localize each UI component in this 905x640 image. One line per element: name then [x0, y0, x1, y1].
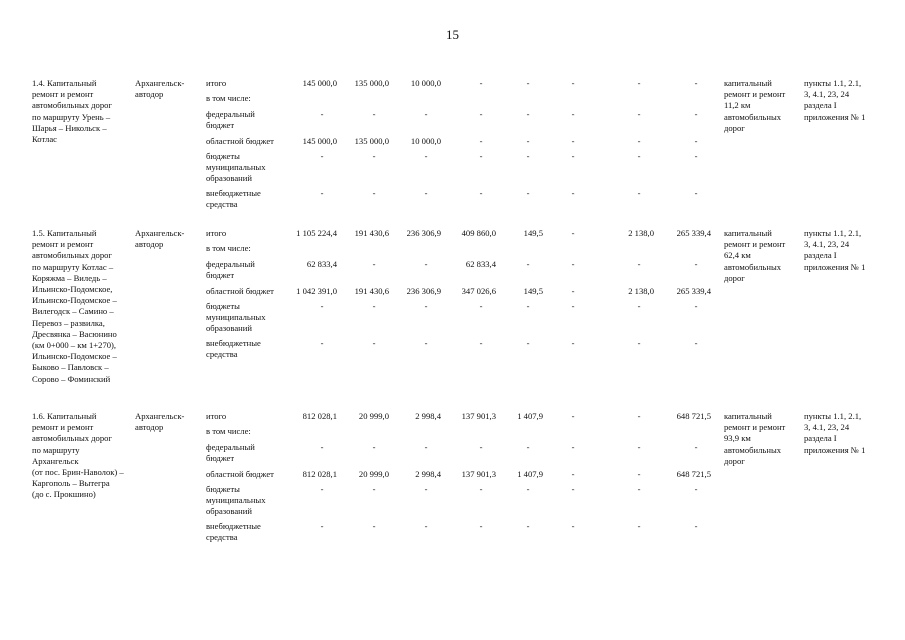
funding-source-label: средства: [206, 349, 238, 360]
funding-source-label: бюджет: [206, 453, 235, 464]
funding-value-cell: -: [424, 188, 428, 198]
funding-value-cell: -: [526, 136, 530, 146]
funding-source-label: итого: [206, 78, 227, 88]
funding-source-label: средства: [206, 199, 238, 210]
funding-value-cell: -: [320, 442, 324, 452]
project-name: Быково – Павловск –: [32, 362, 109, 373]
funding-value-cell: 1 042 391,0: [296, 286, 337, 296]
funding-value-cell: -: [694, 338, 698, 348]
funding-value-cell: -: [320, 484, 324, 494]
funding-value-cell: -: [424, 259, 428, 269]
project-name: Каргополь – Вытегра: [32, 478, 110, 489]
funding-value-cell: 812 028,1: [302, 411, 337, 421]
funding-value-cell: 135 000,0: [354, 78, 389, 88]
project-name: 1.4. Капитальный: [32, 78, 97, 88]
funding-source-label: средства: [206, 532, 238, 543]
executor-name: автодор: [135, 89, 164, 100]
project-name: автомобильных дорог: [32, 250, 112, 261]
expected-result: дорог: [724, 122, 745, 133]
funding-value-cell: -: [479, 78, 483, 88]
funding-value-cell: 137 901,3: [461, 411, 496, 421]
funding-source-label: бюджеты: [206, 301, 240, 311]
reference-items: 3, 4.1, 23, 24: [804, 422, 850, 433]
project-name: Вилегодск – Самино –: [32, 306, 114, 317]
funding-value-cell: -: [637, 188, 641, 198]
funding-value-cell: -: [479, 136, 483, 146]
funding-value-cell: -: [571, 286, 575, 296]
funding-value-cell: -: [694, 259, 698, 269]
reference-items: приложения № 1: [804, 444, 866, 455]
funding-value-cell: -: [424, 442, 428, 452]
funding-value-cell: 265 339,4: [676, 286, 711, 296]
funding-value-cell: 812 028,1: [302, 469, 337, 479]
funding-value-cell: -: [571, 188, 575, 198]
funding-value-cell: 1 105 224,4: [296, 228, 337, 238]
expected-result: ремонт и ремонт: [724, 239, 786, 250]
funding-value-cell: -: [372, 259, 376, 269]
funding-source-label: образований: [206, 173, 252, 184]
funding-source-label: бюджет: [206, 120, 235, 131]
funding-value-cell: -: [479, 521, 483, 531]
funding-value-cell: 20 999,0: [358, 411, 389, 421]
page-number: 15: [446, 27, 459, 42]
expected-result: автомобильных: [724, 111, 782, 122]
expected-result: 62,4 км: [724, 250, 751, 261]
funding-source-label: в том числе:: [206, 243, 251, 253]
funding-value-cell: -: [694, 442, 698, 452]
expected-result: 11,2 км: [724, 100, 751, 111]
project-name: Коряжма – Виледь –: [32, 272, 107, 283]
funding-value-cell: 191 430,6: [354, 286, 389, 296]
funding-source-label: федеральный: [206, 259, 255, 269]
funding-value-cell: 648 721,5: [676, 469, 711, 479]
project-name: Сорово – Фоминский: [32, 373, 111, 384]
funding-source-label: областной бюджет: [206, 469, 274, 479]
reference-items: приложения № 1: [804, 261, 866, 272]
funding-value-cell: 149,5: [523, 228, 543, 238]
expected-result: 93,9 км: [724, 433, 751, 444]
reference-items: раздела I: [804, 100, 837, 111]
funding-value-cell: -: [424, 338, 428, 348]
expected-result: дорог: [724, 272, 745, 283]
funding-value-cell: -: [637, 442, 641, 452]
funding-value-cell: 2 998,4: [415, 411, 441, 421]
funding-source-label: образований: [206, 323, 252, 334]
expected-result: автомобильных: [724, 261, 782, 272]
reference-items: пункты 1.1, 2.1,: [804, 78, 862, 88]
reference-items: 3, 4.1, 23, 24: [804, 239, 850, 250]
project-name: ремонт и ремонт: [32, 239, 94, 250]
funding-value-cell: -: [571, 411, 575, 421]
funding-value-cell: -: [479, 442, 483, 452]
funding-value-cell: 409 860,0: [461, 228, 496, 238]
funding-value-cell: -: [372, 301, 376, 311]
project-name: Шарья – Никольск –: [32, 122, 107, 133]
funding-value-cell: -: [571, 301, 575, 311]
executor-name: Архангельск-: [135, 411, 185, 421]
funding-value-cell: 135 000,0: [354, 136, 389, 146]
funding-value-cell: 236 306,9: [406, 228, 441, 238]
funding-value-cell: -: [637, 469, 641, 479]
funding-value-cell: 236 306,9: [406, 286, 441, 296]
funding-value-cell: -: [637, 151, 641, 161]
expected-result: автомобильных: [724, 444, 782, 455]
project-name: Архангельск: [32, 455, 79, 466]
funding-value-cell: -: [694, 301, 698, 311]
funding-value-cell: -: [320, 301, 324, 311]
funding-value-cell: -: [424, 109, 428, 119]
funding-value-cell: -: [372, 338, 376, 348]
funding-value-cell: 20 999,0: [358, 469, 389, 479]
project-name: Ильинско-Подомское,: [32, 284, 113, 294]
expected-result: капитальный: [724, 78, 772, 88]
funding-value-cell: -: [320, 151, 324, 161]
project-name: Ильинско-Подомское –: [32, 295, 117, 306]
funding-source-label: в том числе:: [206, 93, 251, 103]
funding-source-label: в том числе:: [206, 426, 251, 436]
funding-source-label: бюджеты: [206, 484, 240, 494]
expected-result: ремонт и ремонт: [724, 422, 786, 433]
project-name: по маршруту: [32, 444, 80, 455]
funding-value-cell: -: [372, 442, 376, 452]
funding-value-cell: -: [479, 301, 483, 311]
funding-source-label: муниципальных: [206, 162, 266, 173]
funding-value-cell: -: [571, 78, 575, 88]
funding-value-cell: -: [637, 301, 641, 311]
funding-value-cell: -: [571, 136, 575, 146]
funding-value-cell: -: [571, 259, 575, 269]
funding-value-cell: 62 833,4: [306, 259, 337, 269]
funding-value-cell: -: [571, 521, 575, 531]
funding-value-cell: 191 430,6: [354, 228, 389, 238]
reference-items: пункты 1.1, 2.1,: [804, 228, 862, 238]
funding-value-cell: -: [372, 109, 376, 119]
reference-items: раздела I: [804, 433, 837, 444]
funding-value-cell: -: [694, 78, 698, 88]
funding-value-cell: -: [637, 136, 641, 146]
project-name: автомобильных дорог: [32, 433, 112, 444]
funding-value-cell: -: [372, 188, 376, 198]
reference-items: 3, 4.1, 23, 24: [804, 89, 850, 100]
funding-value-cell: -: [694, 136, 698, 146]
funding-value-cell: -: [526, 188, 530, 198]
funding-value-cell: -: [479, 151, 483, 161]
funding-value-cell: -: [320, 109, 324, 119]
funding-value-cell: 2 138,0: [628, 286, 654, 296]
funding-value-cell: -: [571, 228, 575, 238]
project-name: Ильинско-Подомское –: [32, 351, 117, 362]
funding-value-cell: -: [320, 188, 324, 198]
project-name: автомобильных дорог: [32, 100, 112, 111]
funding-source-label: итого: [206, 228, 227, 238]
executor-name: Архангельск-: [135, 228, 185, 238]
funding-source-label: бюджеты: [206, 151, 240, 161]
funding-source-label: образований: [206, 506, 252, 517]
reference-items: приложения № 1: [804, 111, 866, 122]
project-name: Перевоз – развилка,: [32, 317, 105, 328]
funding-value-cell: -: [526, 338, 530, 348]
funding-value-cell: -: [637, 521, 641, 531]
funding-value-cell: -: [526, 78, 530, 88]
funding-value-cell: -: [637, 109, 641, 119]
funding-value-cell: -: [320, 338, 324, 348]
funding-source-label: итого: [206, 411, 227, 421]
project-name: ремонт и ремонт: [32, 89, 94, 100]
funding-value-cell: -: [694, 188, 698, 198]
project-name: 1.6. Капитальный: [32, 411, 97, 421]
reference-items: раздела I: [804, 250, 837, 261]
funding-source-label: областной бюджет: [206, 286, 274, 296]
funding-value-cell: 2 998,4: [415, 469, 441, 479]
funding-value-cell: 137 901,3: [461, 469, 496, 479]
reference-items: пункты 1.1, 2.1,: [804, 411, 862, 421]
funding-value-cell: -: [526, 442, 530, 452]
funding-value-cell: 149,5: [523, 286, 543, 296]
funding-value-cell: -: [424, 151, 428, 161]
funding-value-cell: -: [479, 484, 483, 494]
funding-value-cell: 145 000,0: [302, 78, 337, 88]
funding-source-label: федеральный: [206, 442, 255, 452]
funding-value-cell: -: [694, 151, 698, 161]
funding-value-cell: -: [571, 338, 575, 348]
funding-value-cell: 10 000,0: [410, 78, 441, 88]
funding-value-cell: -: [479, 338, 483, 348]
funding-value-cell: 347 026,6: [461, 286, 496, 296]
funding-value-cell: -: [526, 151, 530, 161]
funding-value-cell: 648 721,5: [676, 411, 711, 421]
project-name: (от пос. Брин-Наволок) –: [32, 467, 124, 477]
funding-value-cell: -: [526, 521, 530, 531]
funding-value-cell: -: [637, 338, 641, 348]
funding-value-cell: -: [526, 259, 530, 269]
funding-source-label: внебюджетные: [206, 188, 261, 198]
funding-value-cell: -: [479, 188, 483, 198]
project-name: (до с. Прокшино): [32, 489, 96, 500]
funding-value-cell: -: [571, 151, 575, 161]
funding-value-cell: 62 833,4: [465, 259, 496, 269]
funding-source-label: внебюджетные: [206, 338, 261, 348]
funding-value-cell: -: [571, 484, 575, 494]
funding-source-label: бюджет: [206, 270, 235, 281]
executor-name: автодор: [135, 422, 164, 433]
expected-result: капитальный: [724, 228, 772, 238]
funding-value-cell: -: [571, 109, 575, 119]
project-name: по маршруту Урень –: [32, 111, 111, 122]
funding-value-cell: 1 407,9: [517, 411, 543, 421]
funding-value-cell: -: [372, 521, 376, 531]
funding-value-cell: -: [637, 259, 641, 269]
funding-value-cell: 265 339,4: [676, 228, 711, 238]
expected-result: дорог: [724, 455, 745, 466]
funding-value-cell: -: [637, 78, 641, 88]
funding-value-cell: -: [372, 484, 376, 494]
expected-result: ремонт и ремонт: [724, 89, 786, 100]
funding-source-label: муниципальных: [206, 312, 266, 323]
executor-name: Архангельск-: [135, 78, 185, 88]
project-name: (км 0+000 – км 1+270),: [32, 340, 117, 350]
funding-value-cell: -: [571, 469, 575, 479]
executor-name: автодор: [135, 239, 164, 250]
funding-value-cell: 2 138,0: [628, 228, 654, 238]
funding-source-label: федеральный: [206, 109, 255, 119]
funding-value-cell: 1 407,9: [517, 469, 543, 479]
project-name: Котлас: [32, 134, 57, 144]
project-name: по маршруту Котлас –: [32, 261, 114, 272]
expected-result: капитальный: [724, 411, 772, 421]
funding-value-cell: 10 000,0: [410, 136, 441, 146]
funding-value-cell: -: [694, 521, 698, 531]
funding-value-cell: -: [571, 442, 575, 452]
funding-value-cell: 145 000,0: [302, 136, 337, 146]
funding-value-cell: -: [526, 484, 530, 494]
project-name: 1.5. Капитальный: [32, 228, 97, 238]
funding-value-cell: -: [372, 151, 376, 161]
funding-value-cell: -: [637, 484, 641, 494]
funding-value-cell: -: [694, 484, 698, 494]
funding-value-cell: -: [320, 521, 324, 531]
project-name: ремонт и ремонт: [32, 422, 94, 433]
funding-value-cell: -: [637, 411, 641, 421]
funding-source-label: муниципальных: [206, 495, 266, 506]
project-name: Дресвянка – Васюнино: [32, 328, 117, 339]
funding-value-cell: -: [424, 484, 428, 494]
funding-value-cell: -: [424, 301, 428, 311]
funding-value-cell: -: [694, 109, 698, 119]
funding-value-cell: -: [479, 109, 483, 119]
funding-source-label: внебюджетные: [206, 521, 261, 531]
funding-value-cell: -: [526, 301, 530, 311]
funding-value-cell: -: [424, 521, 428, 531]
funding-value-cell: -: [526, 109, 530, 119]
funding-source-label: областной бюджет: [206, 136, 274, 146]
